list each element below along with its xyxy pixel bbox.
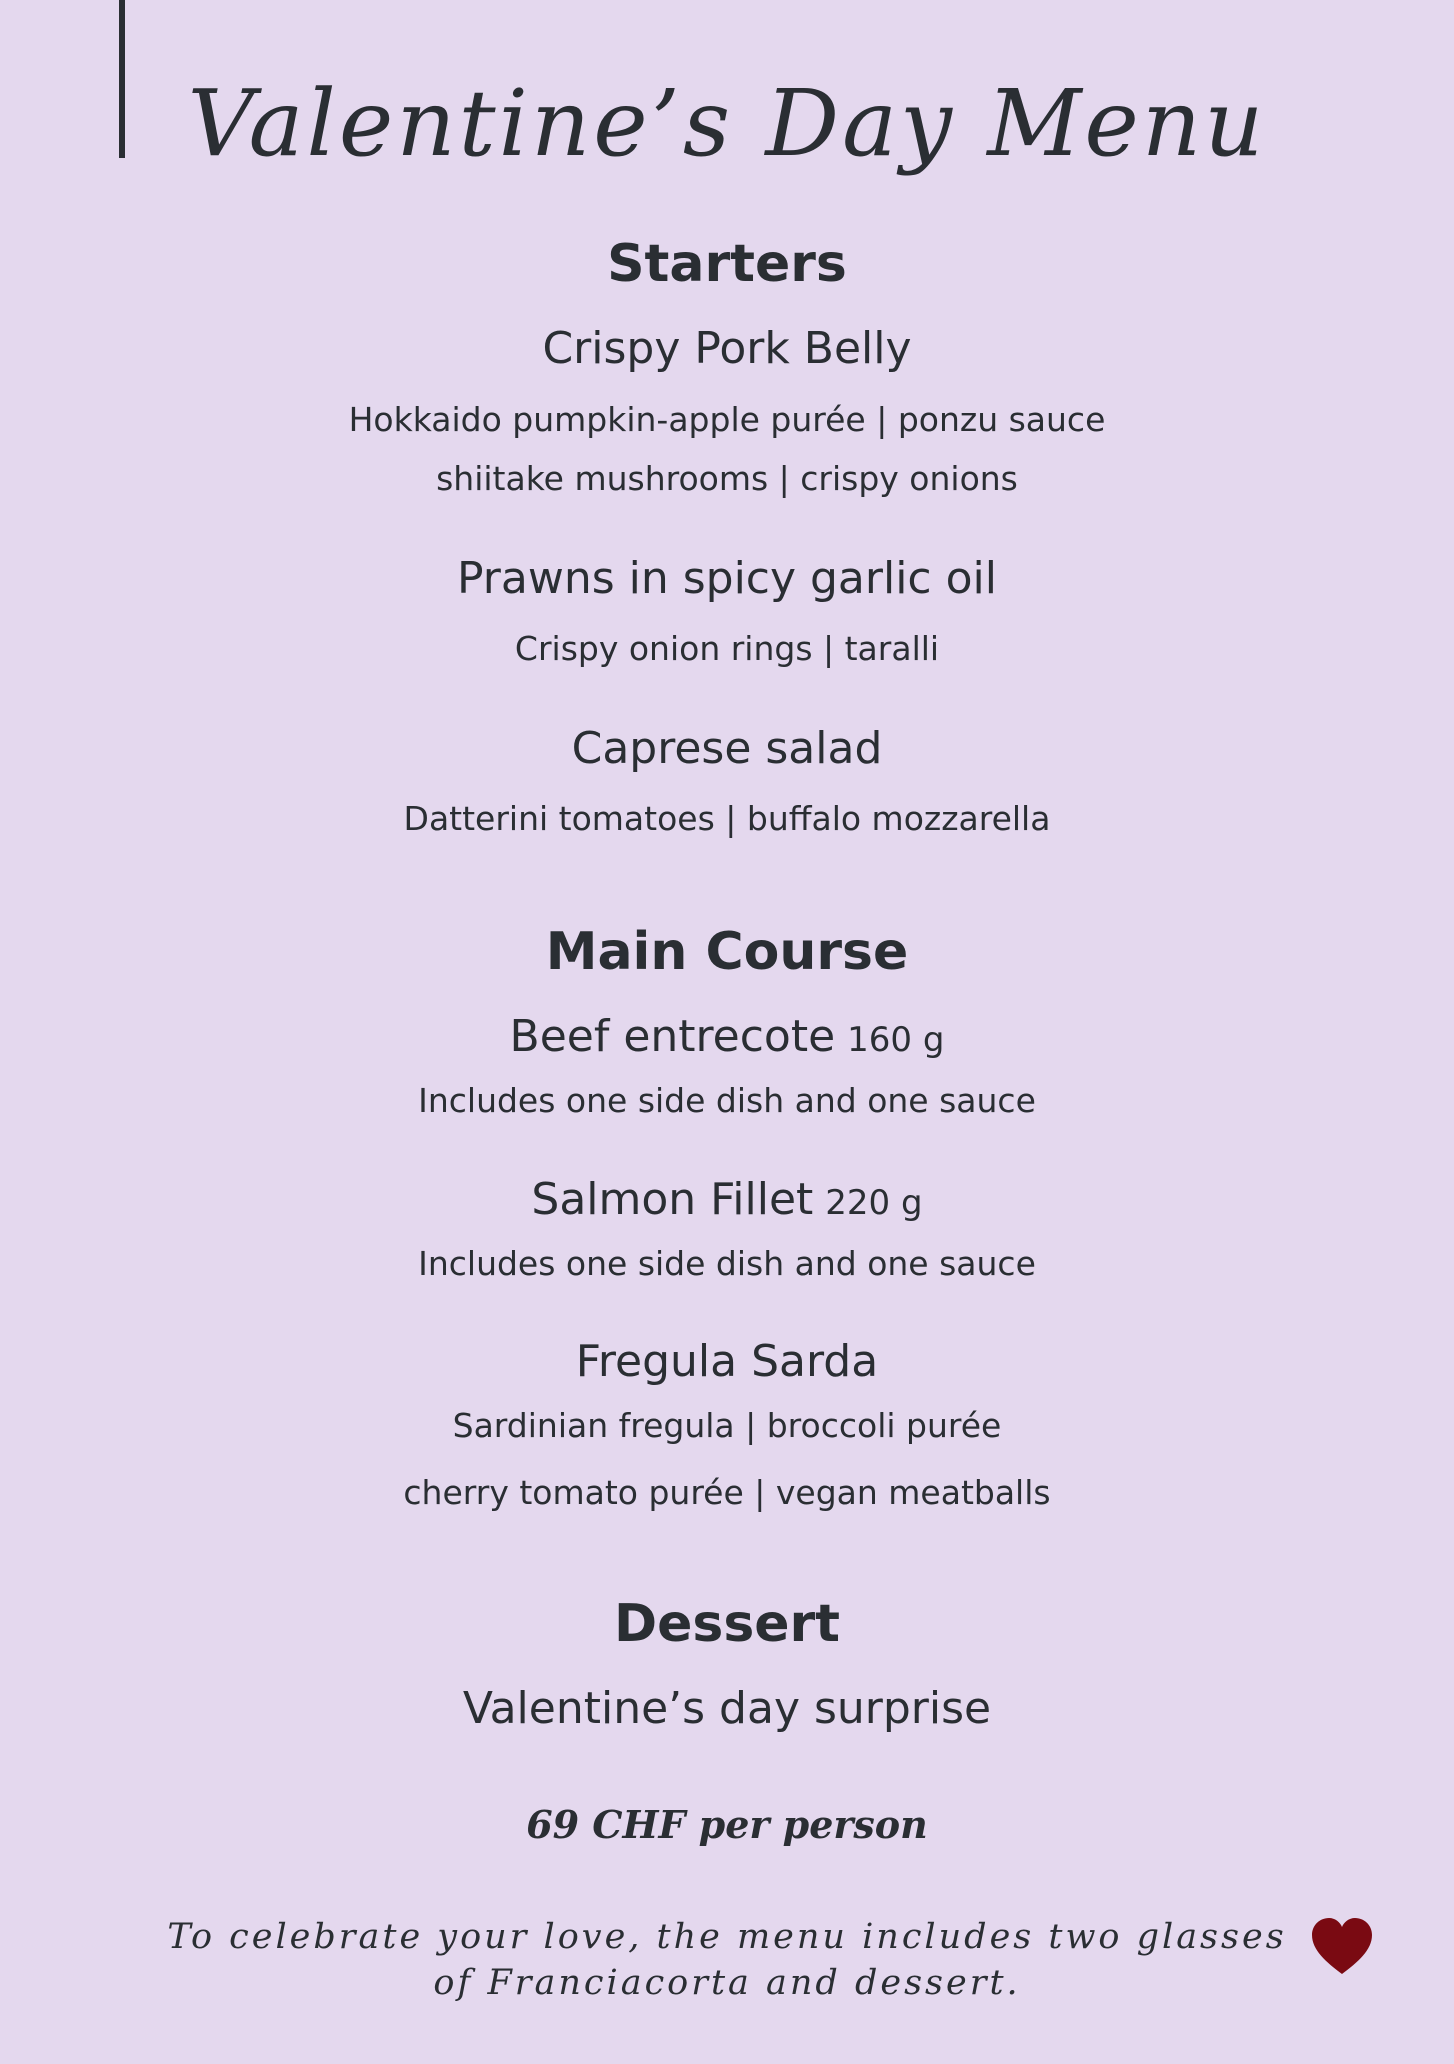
menu-price: 69 CHF per person (526, 1802, 928, 1847)
dish-name-crispy-pork-belly: Crispy Pork Belly (542, 323, 912, 374)
dish-name-beef-entrecote: Beef entrecote (509, 1011, 836, 1062)
section-heading-starters: Starters (607, 234, 847, 294)
dish-desc: cherry tomato purée | vegan meatballs (403, 1473, 1051, 1512)
dish-name-fregula-sarda: Fregula Sarda (575, 1336, 879, 1387)
dish-desc: Includes one side dish and one sauce (418, 1081, 1036, 1120)
note-line: To celebrate your love, the menu includes two glasses (167, 1917, 1287, 1957)
dish-name-caprese-salad: Caprese salad (571, 723, 883, 774)
note-line: of Franciacorta and dessert. (433, 1963, 1021, 2003)
heart-icon (1310, 1916, 1374, 1980)
dish-desc: Includes one side dish and one sauce (418, 1244, 1036, 1283)
section-heading-main-course: Main Course (545, 922, 909, 982)
dish-weight: 160 g (847, 1020, 945, 1060)
heart-shape (1312, 1918, 1372, 1974)
dish-desc: Hokkaido pumpkin-apple purée | ponzu sauce (348, 400, 1106, 439)
dish-line-beef-entrecote (0, 1011, 1454, 1062)
section-heading-dessert: Dessert (613, 1594, 841, 1654)
dish-desc: shiitake mushrooms | crispy onions (436, 459, 1018, 498)
dish-desc: Datterini tomatoes | buffalo mozzarella (403, 799, 1051, 838)
dish-line-salmon-fillet (0, 1174, 1454, 1225)
menu-note (0, 1914, 1454, 2006)
dish-desc: Sardinian fregula | broccoli purée (452, 1406, 1002, 1445)
dish-name-valentines-surprise: Valentine’s day surprise (462, 1683, 992, 1734)
dish-weight: 220 g (825, 1183, 923, 1223)
dish-name-prawns: Prawns in spicy garlic oil (457, 553, 997, 604)
dish-desc: Crispy onion rings | taralli (514, 629, 940, 668)
menu-title: Valentine’s Day Menu (187, 70, 1267, 177)
dish-name-salmon-fillet: Salmon Fillet (531, 1174, 814, 1225)
